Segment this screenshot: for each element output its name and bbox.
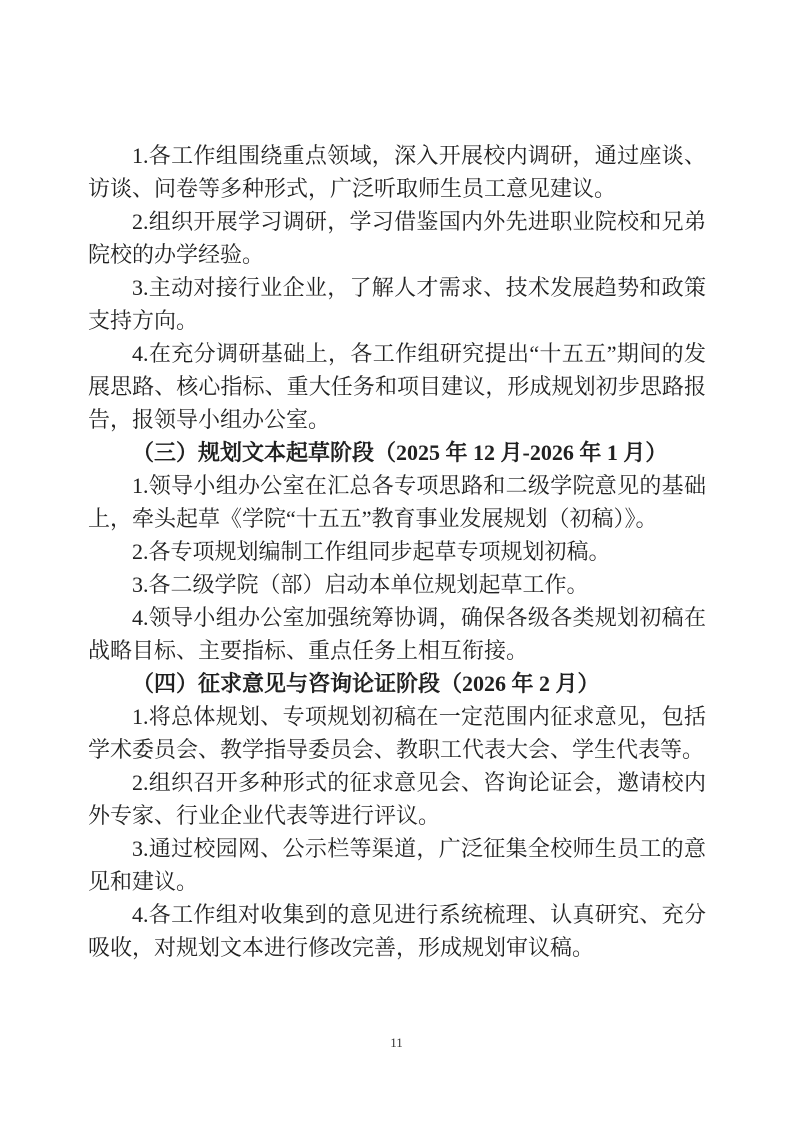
paragraph: 3.主动对接行业企业，了解人才需求、技术发展趋势和政策支持方向。 bbox=[88, 275, 706, 333]
paragraph: 2.各专项规划编制工作组同步起草专项规划初稿。 bbox=[132, 539, 611, 564]
paragraph: 3.各二级学院（部）启动本单位规划起草工作。 bbox=[132, 572, 589, 597]
paragraph: 4.各工作组对收集到的意见进行系统梳理、认真研究、充分吸收，对规划文本进行修改完善，形成规划审议稿。 bbox=[88, 902, 706, 960]
paragraph: 4.领导小组办公室加强统筹协调，确保各级各类规划初稿在战略目标、主要指标、重点任务上相互衔接。 bbox=[88, 605, 706, 663]
paragraph: 1.将总体规划、专项规划初稿在一定范围内征求意见，包括学术委员会、教学指导委员会、教职工代表大会、学生代表等。 bbox=[88, 704, 706, 762]
page-number: 11 bbox=[390, 1035, 403, 1050]
paragraph: 1.领导小组办公室在汇总各专项思路和二级学院意见的基础上，牵头起草《学院“十五五”教育事业发展规划（初稿）》。 bbox=[88, 473, 706, 531]
paragraph: 3.通过校园网、公示栏等渠道，广泛征集全校师生员工的意见和建议。 bbox=[88, 836, 706, 894]
section-heading-consultation-stage: （四）征求意见与咨询论证阶段（2026 年 2 月） bbox=[132, 671, 600, 696]
paragraph: 2.组织开展学习调研，学习借鉴国内外先进职业院校和兄弟院校的办学经验。 bbox=[88, 209, 706, 267]
paragraph: 4.在充分调研基础上，各工作组研究提出“十五五”期间的发展思路、核心指标、重大任务和项目建议，形成规划初步思路报告，报领导小组办公室。 bbox=[88, 341, 706, 432]
paragraph: 1.各工作组围绕重点领域，深入开展校内调研，通过座谈、访谈、问卷等多种形式，广泛听取师生员工意见建议。 bbox=[88, 143, 706, 201]
section-heading-drafting-stage: （三）规划文本起草阶段（2025 年 12 月-2026 年 1 月） bbox=[132, 440, 668, 465]
paragraph: 2.组织召开多种形式的征求意见会、咨询论证会，邀请校内外专家、行业企业代表等进行评议。 bbox=[88, 770, 706, 828]
document-body bbox=[88, 139, 706, 964]
